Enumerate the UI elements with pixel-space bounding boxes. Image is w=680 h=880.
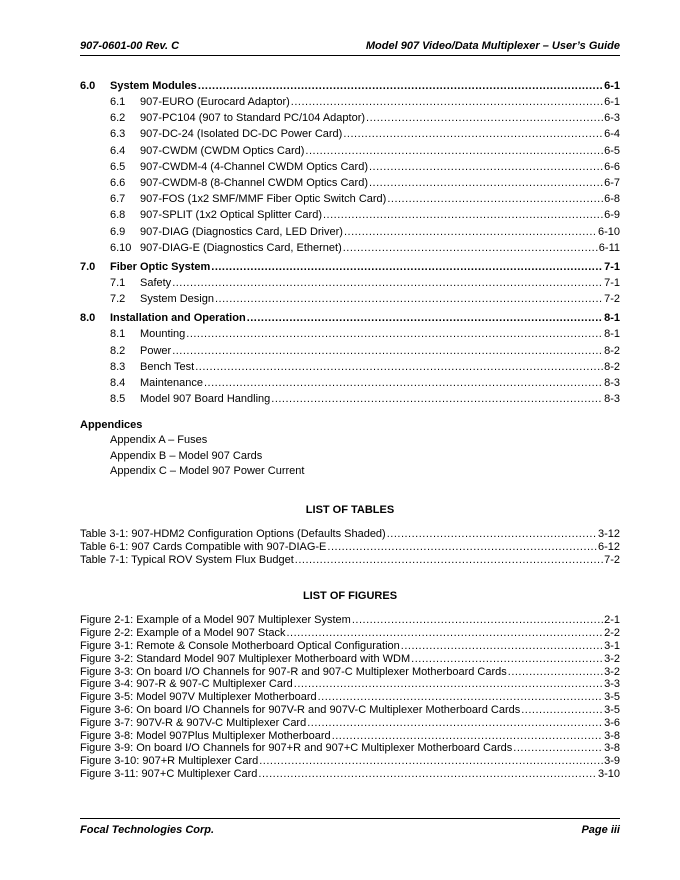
table-entry[interactable] <box>80 528 620 541</box>
dot-leader <box>343 126 603 142</box>
dot-leader <box>294 678 603 691</box>
entry-number: 6.5 <box>110 160 126 173</box>
figures-list <box>80 614 620 780</box>
dot-leader <box>343 240 598 256</box>
entry-page: 3-12 <box>597 527 620 540</box>
dot-leader <box>366 110 603 126</box>
dot-leader <box>305 143 603 159</box>
entry-title: Safety <box>140 277 172 290</box>
entry-title: Installation and Operation <box>110 312 246 325</box>
dot-leader <box>344 224 597 240</box>
entry-page: 3-6 <box>604 716 620 729</box>
dot-leader <box>307 717 603 730</box>
entry-page: 7-1 <box>604 261 620 274</box>
entry-page: 3-1 <box>604 639 620 652</box>
entry-page: 8-1 <box>604 328 620 341</box>
list-of-figures <box>80 588 620 780</box>
appendix-item[interactable]: Appendix A – Fuses <box>110 434 208 447</box>
entry-number: 8.0 <box>80 312 96 325</box>
entry-page: 2-2 <box>604 627 620 640</box>
entry-title: 907-CWDM-8 (8-Channel CWDM Optics Card) <box>140 177 368 190</box>
entry-page: 7-2 <box>604 553 620 566</box>
entry-page: 8-3 <box>604 377 620 390</box>
entry-title: Figure 3-2: Standard Model 907 Multiplexer Motherboard with WDM <box>80 652 411 665</box>
table-entry[interactable] <box>80 541 620 554</box>
figure-entry[interactable] <box>80 614 620 627</box>
entry-title: Table 6-1: 907 Cards Compatible with 907-DIAG-E <box>80 540 327 553</box>
dot-leader <box>327 541 597 554</box>
entry-title: Table 3-1: 907-HDM2 Configuration Options (Defaults Shaded) <box>80 527 386 540</box>
dot-leader <box>259 755 603 768</box>
entry-page: 6-8 <box>604 193 620 206</box>
entry-page: 6-9 <box>604 209 620 222</box>
toc-subsection-entry[interactable] <box>80 240 620 256</box>
dot-leader <box>411 653 603 666</box>
entry-number: 8.1 <box>110 328 126 341</box>
entry-page: 6-7 <box>604 177 620 190</box>
entry-title: Figure 3-3: On board I/O Channels for 907-R and 907-C Multiplexer Motherboard Cards <box>80 665 507 678</box>
dot-leader <box>369 159 603 175</box>
entry-title: 907-PC104 (907 to Standard PC/104 Adaptor) <box>140 112 366 125</box>
dot-leader <box>369 175 603 191</box>
entry-title: Figure 3-6: On board I/O Channels for 907V-R and 907V-C Multiplexer Motherboard Cards <box>80 703 521 716</box>
entry-page: 2-1 <box>604 614 620 627</box>
dot-leader <box>186 326 603 342</box>
figure-entry[interactable] <box>80 691 620 704</box>
entry-title: Figure 3-4: 907-R & 907-C Multiplexer Card <box>80 678 293 691</box>
dot-leader <box>258 768 597 781</box>
entry-page: 6-11 <box>598 241 620 254</box>
entry-page: 6-6 <box>604 160 620 173</box>
entry-title: Figure 3-8: Model 907Plus Multiplexer Motherboard <box>80 729 331 742</box>
entry-title: Figure 3-10: 907+R Multiplexer Card <box>80 755 259 768</box>
entry-title: 907-CWDM (CWDM Optics Card) <box>140 144 305 157</box>
toc-subsection-entry[interactable] <box>80 191 620 207</box>
tables-list <box>80 528 620 566</box>
entry-title: Figure 2-1: Example of a Model 907 Multiplexer System <box>80 614 351 627</box>
doc-title: Model 907 Video/Data Multiplexer – User’s Guide <box>365 40 620 52</box>
entry-number: 8.2 <box>110 344 126 357</box>
entry-title: 907-DC-24 (Isolated DC-DC Power Card) <box>140 128 343 141</box>
entry-page: 6-1 <box>604 80 620 92</box>
list-of-tables <box>80 502 620 566</box>
entry-title: Figure 2-2: Example of a Model 907 Stack <box>80 627 286 640</box>
entry-title: 907-CWDM-4 (4-Channel CWDM Optics Card) <box>140 160 368 173</box>
dot-leader <box>204 375 603 391</box>
entry-page: 3-9 <box>604 755 620 768</box>
dot-leader <box>172 275 603 291</box>
figure-entry[interactable] <box>80 742 620 755</box>
entry-title: Mounting <box>140 328 186 341</box>
dot-leader <box>286 627 603 640</box>
figure-entry[interactable] <box>80 666 620 679</box>
entry-page: 6-5 <box>604 144 620 157</box>
entry-number: 7.1 <box>110 277 126 290</box>
entry-title: Figure 3-7: 907V-R & 907V-C Multiplexer Card <box>80 716 307 729</box>
entry-title: Model 907 Board Handling <box>140 393 271 406</box>
entry-title: Figure 3-1: Remote & Console Motherboard Optical Configuration <box>80 639 400 652</box>
toc-subsection-entry[interactable] <box>80 94 620 110</box>
toc-subsection-entry[interactable] <box>80 359 620 375</box>
entry-page: 8-1 <box>604 312 620 325</box>
entry-page: 6-10 <box>597 225 620 238</box>
dot-leader <box>387 528 597 541</box>
dot-leader <box>211 259 603 275</box>
entry-page: 6-4 <box>604 128 620 141</box>
entry-title: 907-DIAG-E (Diagnostics Card, Ethernet) <box>140 241 342 254</box>
figure-entry[interactable] <box>80 717 620 730</box>
entry-number: 6.1 <box>110 96 126 108</box>
dot-leader <box>318 691 603 704</box>
dot-leader <box>513 742 603 755</box>
entry-title: 907-SPLIT (1x2 Optical Splitter Card) <box>140 209 322 222</box>
toc-subsection-entry[interactable] <box>80 126 620 142</box>
entry-title: Maintenance <box>140 377 203 390</box>
page-header <box>80 40 620 56</box>
entry-title: Figure 3-11: 907+C Multiplexer Card <box>80 767 258 780</box>
entry-page: 7-2 <box>604 293 620 306</box>
page-number: Page iii <box>581 824 620 836</box>
page-footer <box>80 818 620 836</box>
dot-leader <box>387 191 603 207</box>
entry-number: 8.4 <box>110 377 126 390</box>
entry-number: 6.0 <box>80 80 96 92</box>
toc-section-entry[interactable] <box>80 310 620 326</box>
dot-leader <box>215 291 603 307</box>
toc-subsection-entry[interactable] <box>80 375 620 391</box>
entry-page: 3-10 <box>597 767 620 780</box>
dot-leader <box>508 666 603 679</box>
entry-title: 907-DIAG (Diagnostics Card, LED Driver) <box>140 225 343 238</box>
entry-title: 907-EURO (Eurocard Adaptor) <box>140 96 290 108</box>
entry-number: 6.3 <box>110 128 126 141</box>
toc-section-entry[interactable] <box>80 78 620 94</box>
dot-leader <box>271 391 603 407</box>
appendices <box>80 417 620 480</box>
figure-entry[interactable] <box>80 730 620 743</box>
figure-entry[interactable] <box>80 768 620 781</box>
entry-page: 6-12 <box>597 540 620 553</box>
entry-page: 8-2 <box>604 344 620 357</box>
toc-subsection-entry[interactable] <box>80 224 620 240</box>
entry-number: 6.8 <box>110 209 126 222</box>
figure-entry[interactable] <box>80 704 620 717</box>
entry-page: 7-1 <box>604 277 620 290</box>
doc-number: 907-0601-00 Rev. C <box>80 40 180 52</box>
dot-leader <box>401 640 603 653</box>
toc-subsection-entry[interactable] <box>80 110 620 126</box>
entry-title: Figure 3-5: Model 907V Multiplexer Motherboard <box>80 691 317 704</box>
list-of-tables-heading: LIST OF TABLES <box>305 503 395 516</box>
entry-number: 7.0 <box>80 261 96 274</box>
entry-title: Figure 3-9: On board I/O Channels for 907+R and 907+C Multiplexer Motherboard Cards <box>80 742 513 755</box>
entry-number: 7.2 <box>110 293 126 306</box>
entry-page: 3-5 <box>604 691 620 704</box>
dot-leader <box>172 343 603 359</box>
toc-subsection-entry[interactable] <box>80 143 620 159</box>
entry-title: System Design <box>140 293 214 306</box>
toc-subsection-entry[interactable] <box>80 291 620 307</box>
toc-subsection-entry[interactable] <box>80 326 620 342</box>
appendices-heading: Appendices <box>80 419 143 432</box>
company-name: Focal Technologies Corp. <box>80 824 215 836</box>
entry-number: 6.9 <box>110 225 126 238</box>
entry-page: 6-1 <box>604 96 620 108</box>
toc-subsection-entry[interactable] <box>80 275 620 291</box>
dot-leader <box>323 207 603 223</box>
entry-title: System Modules <box>110 80 197 92</box>
toc-subsection-entry[interactable] <box>80 175 620 191</box>
dot-leader <box>295 554 603 567</box>
appendix-item[interactable]: Appendix B – Model 907 Cards <box>110 449 263 462</box>
entry-title: Fiber Optic System <box>110 261 211 274</box>
toc-section-entry[interactable] <box>80 259 620 275</box>
dot-leader <box>195 359 603 375</box>
entry-page: 3-3 <box>604 678 620 691</box>
entry-page: 3-5 <box>604 703 620 716</box>
entry-title: Table 7-1: Typical ROV System Flux Budget <box>80 553 294 566</box>
dot-leader <box>352 614 603 627</box>
toc-subsection-entry[interactable] <box>80 159 620 175</box>
entry-number: 6.2 <box>110 112 126 125</box>
entry-page: 6-3 <box>604 112 620 125</box>
entry-number: 6.7 <box>110 193 126 206</box>
dot-leader <box>332 730 603 743</box>
table-entry[interactable] <box>80 554 620 567</box>
toc-subsection-entry[interactable] <box>80 391 620 407</box>
dot-leader <box>521 704 603 717</box>
entry-number: 6.10 <box>110 241 132 254</box>
list-of-figures-heading: LIST OF FIGURES <box>302 590 398 603</box>
dot-leader <box>198 78 603 94</box>
appendix-item[interactable]: Appendix C – Model 907 Power Current <box>110 465 305 478</box>
toc-subsection-entry[interactable] <box>80 343 620 359</box>
figure-entry[interactable] <box>80 678 620 691</box>
entry-title: Bench Test <box>140 360 195 373</box>
entry-page: 3-8 <box>604 742 620 755</box>
entry-number: 6.4 <box>110 144 126 157</box>
entry-number: 6.6 <box>110 177 126 190</box>
entry-page: 8-2 <box>604 360 620 373</box>
entry-title: 907-FOS (1x2 SMF/MMF Fiber Optic Switch Card) <box>140 193 387 206</box>
entry-page: 8-3 <box>604 393 620 406</box>
entry-page: 3-8 <box>604 729 620 742</box>
figure-entry[interactable] <box>80 627 620 640</box>
entry-page: 3-2 <box>604 665 620 678</box>
toc-sections <box>80 78 620 407</box>
figure-entry[interactable] <box>80 640 620 653</box>
entry-title: Power <box>140 344 172 357</box>
figure-entry[interactable] <box>80 653 620 666</box>
table-of-contents <box>80 78 620 781</box>
figure-entry[interactable] <box>80 755 620 768</box>
entry-number: 8.5 <box>110 393 126 406</box>
dot-leader <box>247 310 603 326</box>
toc-subsection-entry[interactable] <box>80 207 620 223</box>
entry-page: 3-2 <box>604 652 620 665</box>
dot-leader <box>291 94 603 110</box>
entry-number: 8.3 <box>110 360 126 373</box>
